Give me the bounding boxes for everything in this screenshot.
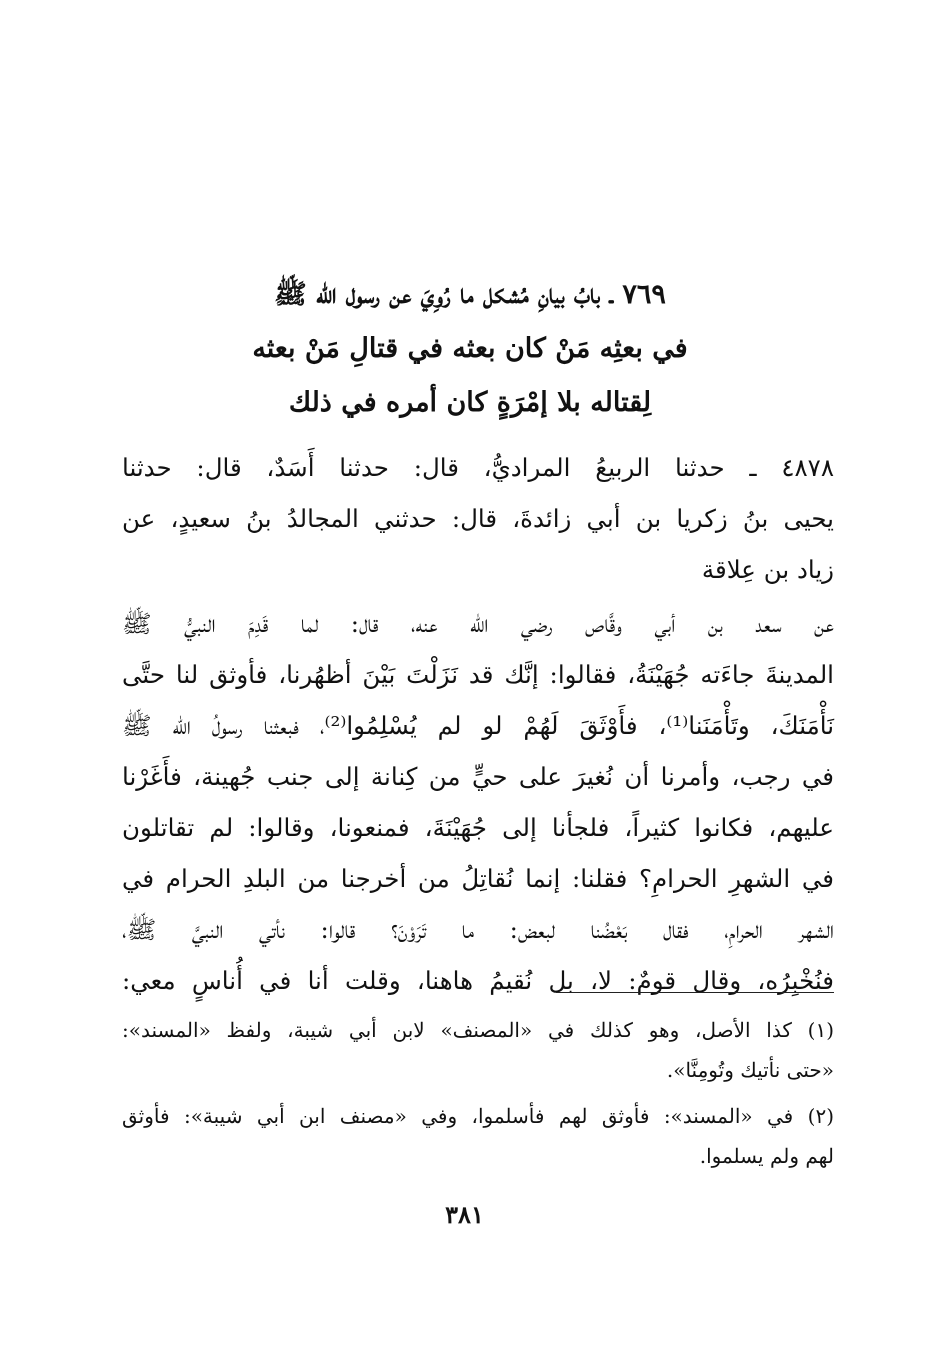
footnote-line: لهم ولم يسلموا. <box>699 1144 834 1168</box>
text-line: نَأْمَنَكَ، وتَأْمَنَنا⁽¹⁾، فأَوْثَقَ لَهُمْ لو لم يُسْلِمُوا⁽²⁾، فبعثنا رسولُ الله ﷺ <box>122 711 835 740</box>
footnotes <box>122 1010 834 1182</box>
footnote-2 <box>122 1096 834 1176</box>
heading-line: لِقتاله بلا إمْرَةٍ كان أمره في ذلك <box>288 387 652 418</box>
heading-line: ٧٦٩ ـ بابُ بيانِ مُشكل ما رُوِيَ عن رسول الله ﷺ <box>274 279 666 310</box>
isnad-paragraph <box>122 442 834 595</box>
footnote-line: (٢) في «المسند»: فأوثق لهم فأسلموا، وفي «مصنف ابن أبي شيبة»: فأوثق <box>122 1104 834 1128</box>
text-line: المدينةَ جاءَته جُهَيْنَةُ، فقالوا: إنَّك قد نَزَلْتَ بَيْنَ أظهُرنا، فأوثق لنا حتَّى <box>122 660 834 689</box>
footnote-divider <box>556 992 834 993</box>
text-line: في رجب، وأمرنا أن نُغيرَ على حيٍّ من كِنانة إلى جنب جُهينة، فأَغَرْنا <box>122 762 834 791</box>
footnote-1 <box>122 1010 834 1090</box>
chapter-heading <box>120 268 820 430</box>
page-number: ٣٨١ <box>445 1200 484 1229</box>
text-line: عليهم، فكانوا كثيراً، فلجأنا إلى جُهَيْنَةَ، فمنعونا، وقالوا: لم تقاتلون <box>122 813 834 842</box>
matn-paragraph <box>122 598 834 1006</box>
footnote-line: «حتى نأتيك وتُومِنَّا». <box>666 1058 834 1082</box>
footnote-line: (١) كذا الأصل، وهو كذلك في «المصنف» لابن أبي شيبة، ولفظ «المسند»: <box>122 1018 834 1042</box>
text-line: عن سعد بن أبي وقَّاص رضي الله عنه، قال: لما قَدِمَ النبيُّ ﷺ <box>122 609 834 638</box>
text-line: يحيى بنُ زكريا بن أبي زائدةَ، قال: حدثني المجالدُ بنُ سعيدٍ، عن <box>122 504 834 533</box>
heading-line: في بعثِه مَنْ كان بعثه في قتالِ مَنْ بعثه <box>252 333 688 364</box>
text-line: زياد بن عِلاقة <box>701 555 834 584</box>
text-line: ٤٨٧٨ ـ حدثنا الربيعُ المراديُّ، قال: حدثنا أَسَدٌ، قال: حدثنا <box>122 453 834 482</box>
text-line: فنُخْبِرُه، وقال قومٌ: لا، بل نُقيمُ هاهنا، وقلت أنا في أُناسٍ معي: <box>122 966 835 995</box>
text-line: الشهر الحرامِ، فقال بَعْضُنا لبعض: ما تَرَوْنَ؟ قالوا: نأتي النبيَّ ﷺ، <box>122 915 834 944</box>
text-line: في الشهرِ الحرامِ؟ فقلنا: إنما نُقاتِلُ من أخرجنا من البلدِ الحرام في <box>122 864 834 893</box>
